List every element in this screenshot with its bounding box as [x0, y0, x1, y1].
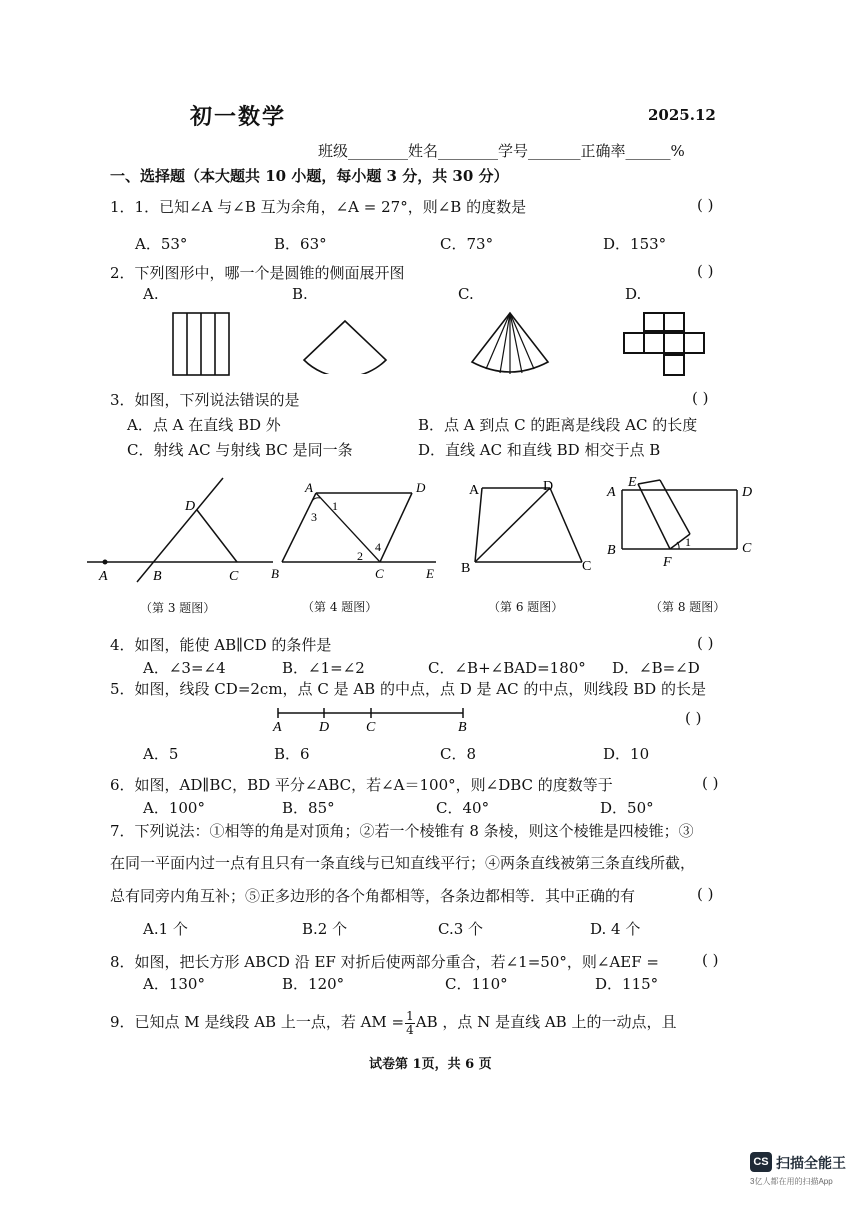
page-footer: 试卷第 1页，共 6 页	[369, 1057, 492, 1072]
q5-option-b: B．6	[274, 745, 310, 763]
q7-line-2: 在同一平面内过一点有且只有一条直线与已知直线平行；④两条直线被第三条直线所截，	[110, 854, 696, 872]
fig4-angle-2: 2	[357, 549, 363, 563]
fig3-label-c: C	[229, 569, 239, 584]
q3-option-b: B．点 A 到点 C 的距离是线段 AC 的长度	[418, 416, 698, 434]
q5-answer-paren: ( )	[685, 709, 702, 727]
fig3-label-d: D	[185, 499, 196, 514]
q3-answer-paren: ( )	[692, 389, 709, 407]
q4-stem: 4．如图，能使 AB∥CD 的条件是	[110, 636, 332, 654]
fig3-label-a: A	[99, 569, 108, 584]
q8-option-a: A．130°	[143, 975, 205, 993]
figure-q6	[457, 474, 602, 584]
fig8-label-d: D	[742, 485, 753, 500]
q7-option-b: B.2 个	[302, 920, 348, 938]
q5-point-a: A	[273, 720, 282, 735]
q7-option-d: D. 4 个	[590, 920, 641, 938]
q2-figure-b-sector	[300, 318, 390, 374]
camscanner-logo-icon: CS	[750, 1152, 772, 1172]
fig6-label-a: A	[469, 483, 480, 498]
fig4-label-d: D	[416, 480, 426, 495]
fig4-label-c: C	[375, 566, 384, 581]
q9-fraction	[405, 1010, 415, 1037]
fig8-label-e: E	[628, 475, 637, 490]
section-heading: 一、选择题（本大题共 10 小题，每小题 3 分，共 30 分）	[110, 167, 509, 185]
q6-answer-paren: ( )	[702, 774, 719, 792]
q9-stem	[110, 1009, 676, 1037]
q2-answer-paren: ( )	[697, 262, 714, 280]
q2-figure-a-rectangle-strips	[170, 310, 232, 378]
camscanner-tagline: 3亿人都在用的扫描App	[750, 1177, 833, 1186]
fig6-label-b: B	[461, 561, 471, 576]
q6-stem: 6．如图，AD∥BC，BD 平分∠ABC，若∠A＝100°，则∠DBC 的度数等于	[110, 776, 613, 794]
q6-option-a: A．100°	[143, 799, 205, 817]
q5-option-a: A．5	[143, 745, 179, 763]
fig3-label-b: B	[153, 569, 162, 584]
q9-stem-pre: 9．已知点 M 是线段 AB 上一点，若 AM =	[110, 1013, 405, 1031]
q5-segment-figure	[268, 703, 478, 735]
q2-figure-d-cube-net	[620, 310, 710, 378]
q2-stem: 2．下列图形中，哪一个是圆锥的侧面展开图	[110, 264, 405, 282]
fig4-label-b: B	[271, 566, 279, 581]
fig4-label-a: A	[305, 480, 313, 495]
q9-stem-post: AB ，点 N 是直线 AB 上的一动点，且	[415, 1013, 677, 1031]
q9-fraction-denominator: 4	[406, 1022, 414, 1037]
q2-label-d: D.	[625, 285, 642, 303]
fig6-label-c: C	[582, 559, 592, 574]
q3-option-c: C．射线 AC 与射线 BC 是同一条	[127, 441, 353, 459]
q2-label-b: B.	[292, 285, 308, 303]
q5-point-b: B	[458, 720, 467, 735]
q4-option-a: A．∠3=∠4	[143, 659, 226, 677]
q8-stem: 8．如图，把长方形 ABCD 沿 EF 对折后使两部分重合，若∠1=50°，则∠AEF =	[110, 953, 659, 971]
fig6-caption: （第 6 题图）	[488, 600, 564, 614]
fig8-label-c: C	[742, 541, 752, 556]
q1-answer-paren: ( )	[697, 196, 714, 214]
q1-option-d: D．153°	[603, 235, 667, 253]
q2-figure-c-pyramid-net	[468, 310, 552, 378]
q9-fraction-numerator: 1	[406, 1008, 414, 1023]
fig4-angle-3: 3	[311, 510, 317, 524]
fig4-angle-1: 1	[332, 499, 338, 513]
exam-title: 初一数学	[190, 104, 287, 130]
figure-q3	[85, 470, 275, 585]
q3-option-d: D．直线 AC 和直线 BD 相交于点 B	[418, 441, 661, 459]
fig8-caption: （第 8 题图）	[650, 600, 726, 614]
q8-option-d: D．115°	[595, 975, 659, 993]
fig8-label-f: F	[663, 555, 672, 570]
q8-option-b: B．120°	[282, 975, 345, 993]
fig8-label-a: A	[607, 485, 616, 500]
scanner-watermark	[750, 1152, 867, 1212]
q6-option-b: B．85°	[282, 799, 335, 817]
q2-label-c: C.	[458, 285, 474, 303]
q4-option-b: B．∠1=∠2	[282, 659, 365, 677]
q7-option-c: C.3 个	[438, 920, 484, 938]
q5-point-d: D	[319, 720, 330, 735]
camscanner-name: 扫描全能王	[776, 1155, 846, 1171]
fig4-angle-4: 4	[375, 540, 381, 554]
fig3-caption: （第 3 题图）	[140, 601, 216, 615]
fig6-label-d: D	[543, 479, 554, 494]
fig8-angle-1: 1	[685, 535, 691, 549]
fig8-label-b: B	[607, 543, 616, 558]
q5-option-c: C．8	[440, 745, 477, 763]
q2-label-a: A.	[143, 285, 159, 303]
q1-option-c: C．73°	[440, 235, 494, 253]
q1-option-b: B．63°	[274, 235, 327, 253]
q4-option-c: C．∠B+∠BAD=180°	[428, 659, 586, 677]
q6-option-d: D．50°	[600, 799, 654, 817]
q5-stem: 5．如图，线段 CD=2cm，点 C 是 AB 的中点，点 D 是 AC 的中点，则线段 BD 的长是	[110, 680, 706, 698]
q4-answer-paren: ( )	[697, 634, 714, 652]
fig4-caption: （第 4 题图）	[302, 600, 378, 614]
q5-option-d: D．10	[603, 745, 650, 763]
q8-answer-paren: ( )	[702, 951, 719, 969]
q1-stem: 1．1．已知∠A 与∠B 互为余角，∠A = 27°，则∠B 的度数是	[110, 198, 527, 216]
q7-line-1: 7．下列说法：①相等的角是对顶角；②若一个棱锥有 8 条棱，则这个棱锥是四棱锥；③	[110, 822, 694, 840]
q1-option-a: A．53°	[135, 235, 188, 253]
fig4-label-e: E	[426, 566, 434, 581]
figure-q4	[268, 474, 448, 584]
q7-answer-paren: ( )	[697, 885, 714, 903]
q7-option-a: A.1 个	[143, 920, 188, 938]
exam-date: 2025.12	[648, 106, 716, 124]
q5-point-c: C	[366, 720, 376, 735]
q8-option-c: C．110°	[445, 975, 508, 993]
q7-line-3: 总有同旁内角互补；⑤正多边形的各个角都相等，各条边都相等．其中正确的有	[110, 887, 636, 905]
q6-option-c: C．40°	[436, 799, 490, 817]
student-info-fields: 班级________姓名________学号_______正确率______%	[318, 142, 685, 160]
q3-option-a: A．点 A 在直线 BD 外	[127, 416, 281, 434]
q3-stem: 3．如图，下列说法错误的是	[110, 391, 300, 409]
q4-option-d: D．∠B=∠D	[612, 659, 700, 677]
figure-q8	[602, 472, 767, 582]
